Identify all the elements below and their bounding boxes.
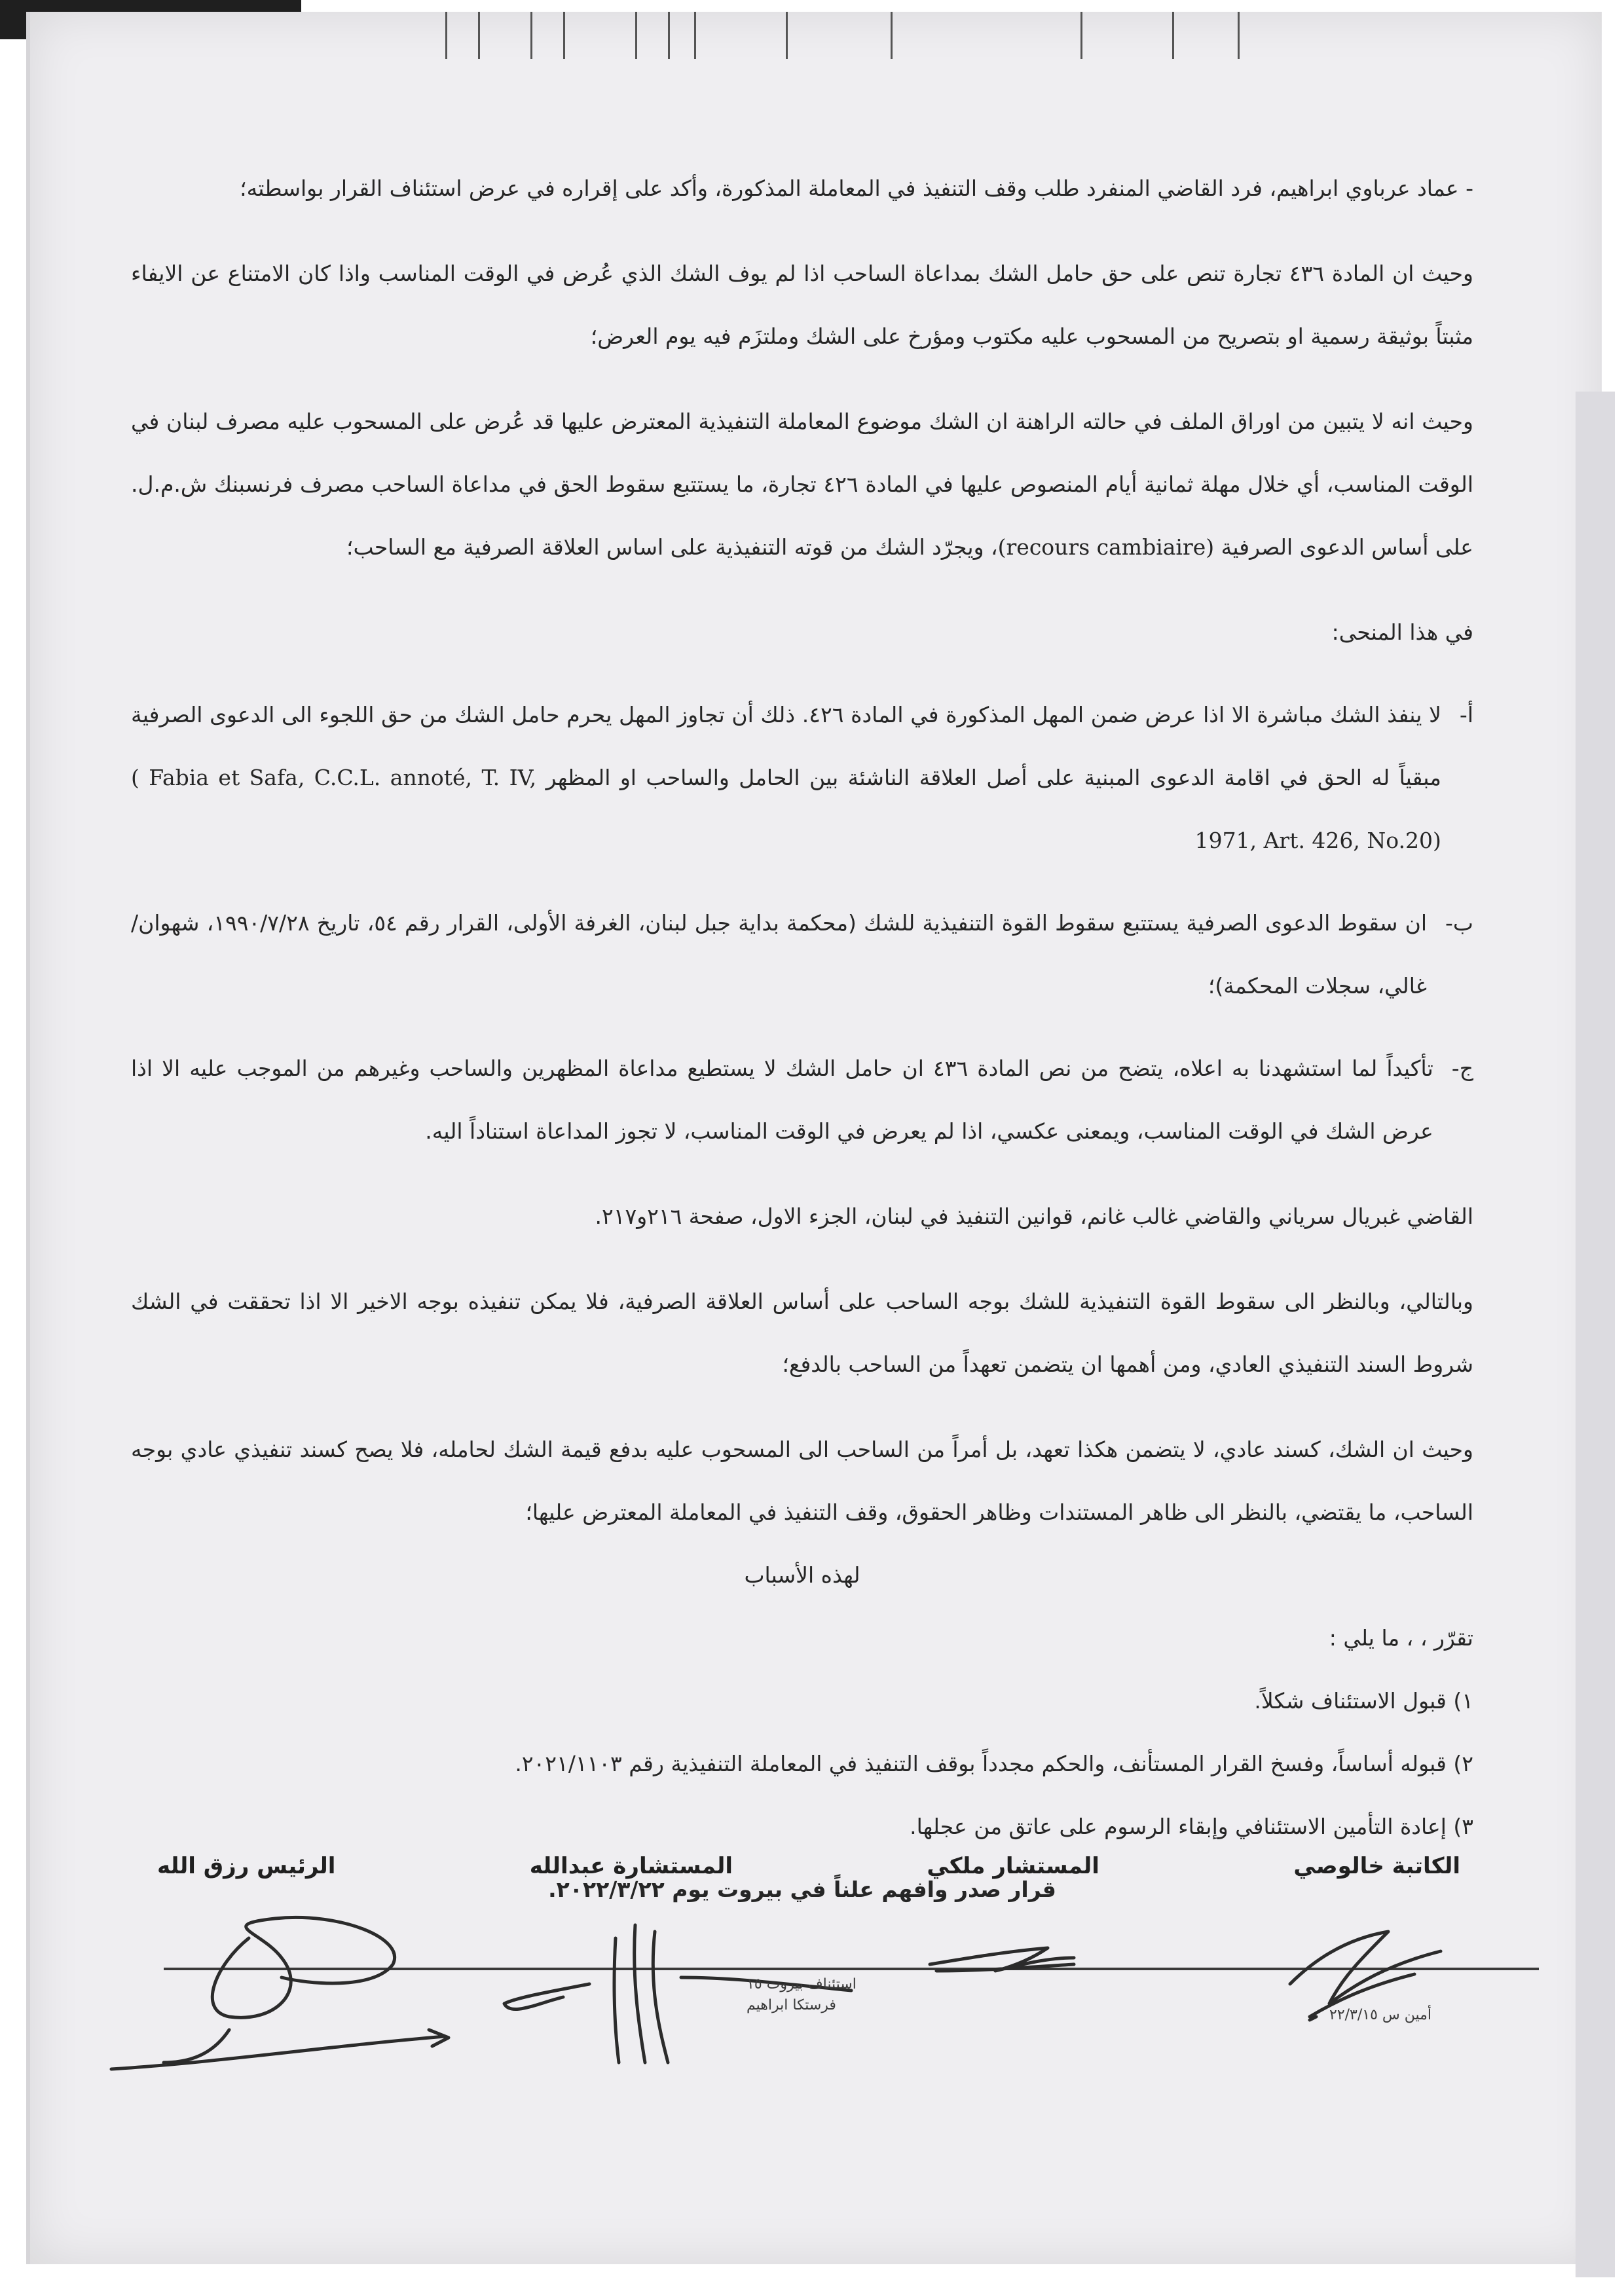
- paragraph-3-latin: (recours cambiaire): [997, 534, 1215, 560]
- paragraph-citation: القاضي غبريال سرياني والقاضي غالب غانم، قوانين التنفيذ في لبنان، الجزء الاول، صفحة ٢١٦و٢١٧.: [595, 1203, 1473, 1229]
- signature-president-scribble: [111, 1917, 449, 2069]
- signature-clerk: الكاتبة خالوصي: [1293, 1853, 1460, 1879]
- signature-counselor-m-scribble: [930, 1948, 1074, 1971]
- list-text-a: لا ينفذ الشك مباشرة الا اذا عرض ضمن المهل المذكورة في المادة ٤٢٦. ذلك أن تجاوز المهل يحرم حامل الشك من حق اللجوء الى الدعوى الصرفية مبقياً له الحق في اقامة الدعوى المبنية على أصل العلاقة الناشئة بين الحامل والساحب او المظهر: [131, 702, 1441, 790]
- paragraph-4: في هذا المنحى:: [1331, 619, 1473, 645]
- decision-intro: تقرّر ، ، ما يلي :: [1329, 1625, 1473, 1651]
- paragraph-1: - عماد عرباوي ابراهيم، فرد القاضي المنفرد طلب وقف التنفيذ في المعاملة المذكورة، وأكد على إقراره في عرض استئناف القرار بواسطته؛: [240, 175, 1473, 201]
- list-text-b: ان سقوط الدعوى الصرفية يستتبع سقوط القوة التنفيذية للشك (محكمة بداية جبل لبنان، الغرفة الأولى، القرار رقم ٥٤، تاريخ ١٩٩٠/٧/٢٨، شهوان/غالي، سجلات المحكمة)؛: [131, 910, 1428, 999]
- signature-counselor-f-scribble: [504, 1925, 851, 2063]
- signature-counselor-m: المستشار ملكي: [927, 1853, 1099, 1879]
- signature-president: الرئيس رزق الله: [157, 1853, 336, 1879]
- list-mark-c: ج-: [1451, 1056, 1473, 1081]
- paragraph-2: وحيث ان المادة ٤٣٦ تجارة تنص على حق حامل الشك بمداعاة الساحب اذا لم يوف الشك الذي عُرض في الوقت المناسب واذا كان الامتناع عن الايفاء مثبتاً بوثيقة رسمية او بتصريح من المسحوب عليه مكتوب ومؤرخ على الشك وملتزَم فيه يوم العرض؛: [131, 261, 1473, 349]
- list-citation-a: ( Fabia et Safa, C.C.L. annoté, T. IV, 1971, Art. 426, No.20): [131, 765, 1441, 853]
- clerk-stamp: أمين س ٢٢/٣/١٥: [1329, 2007, 1432, 2023]
- paragraph-7: وحيث ان الشك، كسند عادي، لا يتضمن هكذا تعهد، بل أمراً من الساحب الى المسحوب عليه بدفع قيمة الشك لحامله، فلا يصح كسند تنفيذي عادي بوجه الساحب، ما يقتضي، بالنظر الى ظاهر المستندات وظاهر الحقوق، وقف التنفيذ في المعاملة المعترض عليها؛: [131, 1437, 1473, 1525]
- list-mark-b: ب-: [1445, 910, 1473, 936]
- paragraph-3-part-b: ، ويجرّد الشك من قوته التنفيذية على اساس العلاقة الصرفية مع الساحب؛: [346, 534, 998, 560]
- paragraph-3-part-a: وحيث انه لا يتبين من اوراق الملف في حالته الراهنة ان الشك موضوع المعاملة التنفيذية المعترض عليها قد عُرض على المسحوب عليه مصرف لبنان في الوقت المناسب، أي خلال مهلة ثمانية أيام المنصوص عليها في المادة ٤٢٦ تجارة، ما يستتبع سقوط الحق في مداعاة الساحب مصرف فرنسبنك ش.م.ل. على أساس الدعوى الصرفية: [131, 409, 1473, 560]
- list-mark-a: أ-: [1459, 702, 1473, 727]
- list-text-c: تأكيداً لما استشهدنا به اعلاه، يتضح من نص المادة ٤٣٦ ان حامل الشك لا يستطيع مداعاة المظهرين والساحب وغيرهم من الموجب عليه الا اذا عرض الشك في الوقت المناسب، ويمعنى عكسي، اذا لم يعرض في الوقت المناسب، لا تجوز المداعاة استناداً اليه.: [131, 1056, 1433, 1144]
- court-stamp-line-2: فرستكا ابراهيم: [747, 1997, 836, 2013]
- decision-item-2: ٢) قبوله أساساً، وفسخ القرار المستأنف، والحكم مجدداً بوقف التنفيذ في المعاملة التنفيذية رقم ٢٠٢١/١١٠٣.: [515, 1751, 1473, 1776]
- signature-counselor-f: المستشارة عبدالله: [529, 1853, 733, 1879]
- decision-item-1: ١) قبول الاستئناف شكلاً.: [1254, 1688, 1473, 1714]
- closing-statement: قرار صدر وافهم علناً في بيروت يوم ٢٠٢٢/٣/٢٢.: [548, 1877, 1056, 1902]
- section-heading: لهذه الأسباب: [744, 1562, 860, 1588]
- paragraph-6: وبالتالي، وبالنظر الى سقوط القوة التنفيذية للشك بوجه الساحب على أساس العلاقة الصرفية، فلا يمكن تنفيذه بوجه الاخير الا اذا تحققت في الشك شروط السند التنفيذي العادي، ومن أهمها ان يتضمن تعهداً من الساحب بالدفع؛: [131, 1289, 1473, 1377]
- court-stamp-line-1: استئناف بيروت ١٥: [747, 1976, 857, 1992]
- decision-item-3: ٣) إعادة التأمين الاستئنافي وإبقاء الرسوم على عاتق من عجلها.: [910, 1814, 1473, 1839]
